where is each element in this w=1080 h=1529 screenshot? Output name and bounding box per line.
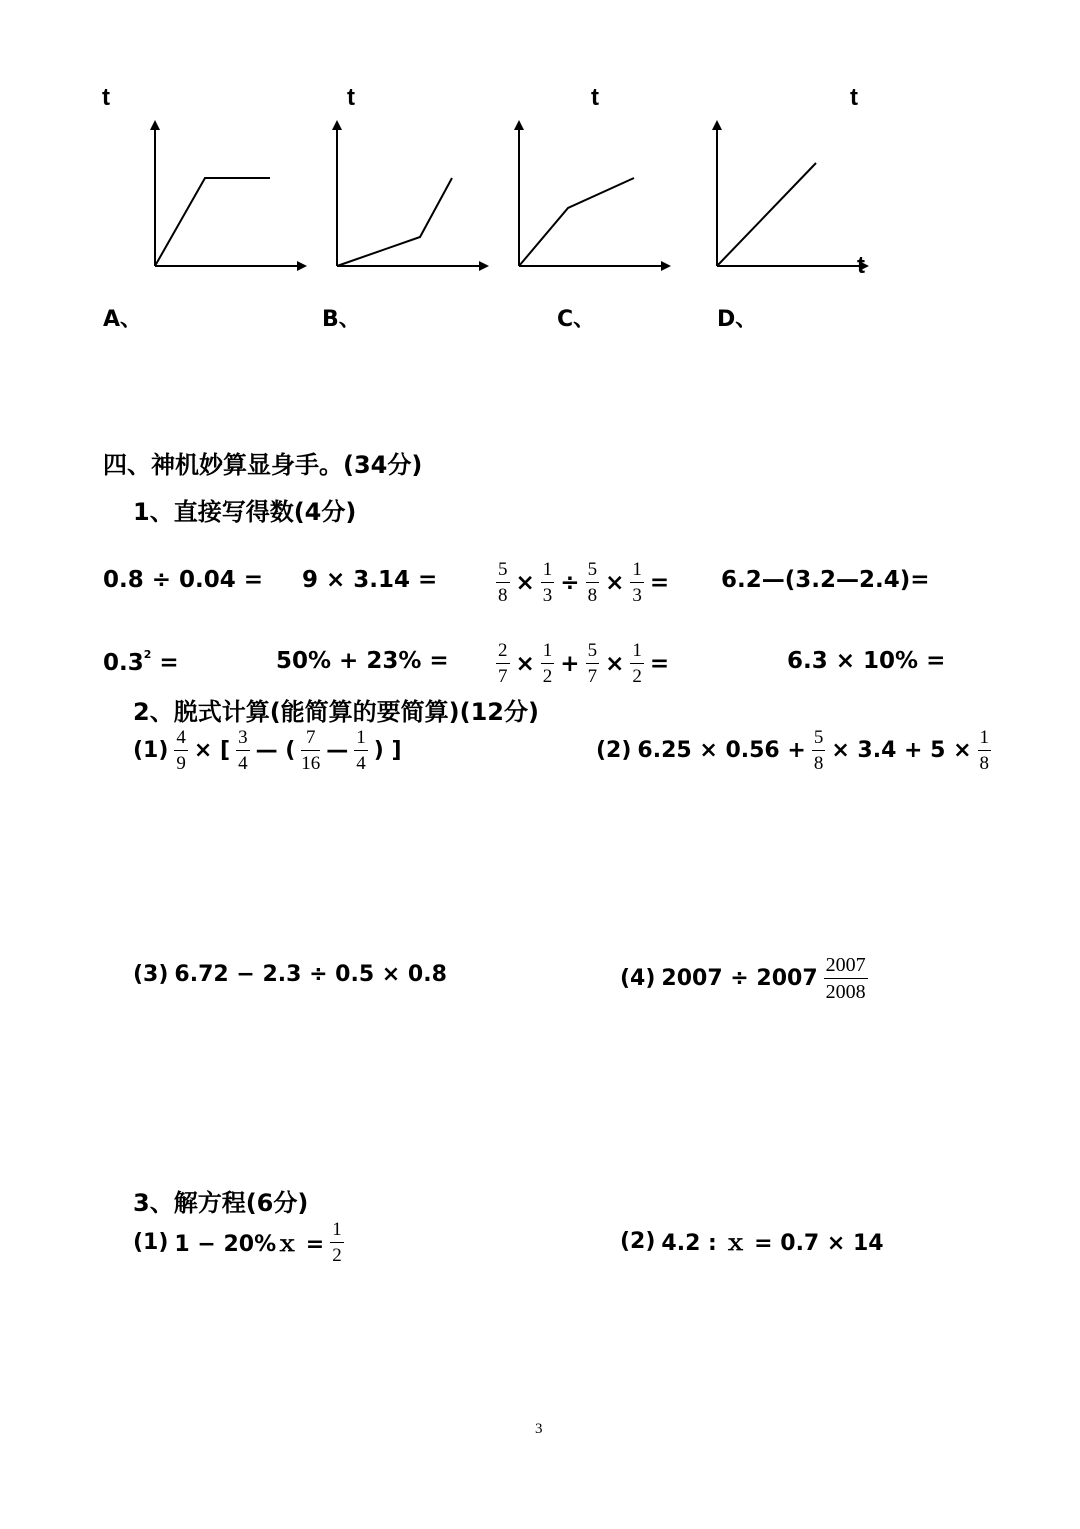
q2-problem-2: (2) 6.25 × 0.56 + $\frac{5}{8}$ × 3.4 + 5 × $\frac{1}{8}$ [596,727,990,774]
option-a-label: A、 [103,307,143,332]
q1-row1-expr2: 9 × 3.14 = [302,567,438,593]
problem-number: (2) [620,1229,656,1254]
page-number: 3 [535,1421,543,1437]
graph-c-axis-label: t [591,84,599,111]
q2-problem-3: (3) 6.72 − 2.3 ÷ 0.5 × 0.8 [133,962,447,987]
fraction: $\frac{2007}{2008}$ [825,954,866,1003]
fraction: $\frac{1}{2}$ [542,640,553,687]
graph-d [717,122,867,266]
q3-title: 3、解方程(6分) [133,1189,309,1217]
problem-number: (1) [133,738,169,763]
q2-problem-1: (1) $\frac{4}{9}$ × [ $\frac{3}{4}$ — ( $\frac{7}{16}$ — $\frac{1}{4}$ ) ] [133,727,402,774]
graph-d-axis-label: t [850,84,858,111]
fraction: $\frac{1}{8}$ [979,727,990,774]
fraction: $\frac{4}{9}$ [176,727,186,774]
graph-a [155,122,305,266]
q1-row2-expr4: 6.3 × 10% = [787,648,946,674]
q1-row1-expr4: 6.2—(3.2—2.4)= [721,567,930,593]
section-4-title: 四、神机妙算显身手。(34分) [103,451,423,479]
fraction: $\frac{1}{3}$ [542,559,553,606]
option-b-label: B、 [322,307,361,332]
graph-b-axis-label: t [347,84,355,111]
option-c-label: C、 [557,307,596,332]
q1-row2-expr2: 50% + 23% = [276,648,449,674]
q1-row2-expr3: $\frac{2}{7}$ × $\frac{1}{2}$ + $\frac{5}{7}$ × $\frac{1}{2}$ = [498,640,670,687]
graph-c [519,122,669,266]
fraction: $\frac{5}{8}$ [498,559,508,606]
problem-number: (2) [596,738,632,763]
fraction: $\frac{5}{8}$ [813,727,824,774]
fraction: $\frac{1}{2}$ [632,640,642,687]
fraction: $\frac{2}{7}$ [498,640,508,687]
fraction: $\frac{1}{4}$ [356,727,366,774]
fraction: $\frac{1}{3}$ [632,559,642,606]
graph-b [337,122,487,266]
q3-problem-2: (2) 4.2 : ｘ = 0.7 × 14 [620,1229,884,1256]
fraction: $\frac{3}{4}$ [238,727,248,774]
problem-number: (1) [133,1230,169,1255]
q2-problem-4: (4) 2007 ÷ 2007 $\frac{2007}{2008}$ [620,954,866,1003]
graph-a-axis-label: t [102,84,110,111]
graph-options-figure [0,0,1080,300]
q2-title: 2、脱式计算(能简算的要简算)(12分) [133,698,539,726]
q1-row1-expr1: 0.8 ÷ 0.04 = [103,567,264,593]
graph-d-x-axis-label: t [857,252,865,279]
problem-number: (3) [133,962,169,987]
option-d-label: D、 [717,307,758,332]
q1-title: 1、直接写得数(4分) [133,498,357,526]
q1-row2-expr1: $0.3^2$ = [103,648,179,676]
problem-number: (4) [620,966,656,991]
fraction: $\frac{7}{16}$ [301,727,321,774]
fraction: $\frac{5}{7}$ [587,640,598,687]
q1-row1-expr3: $\frac{5}{8}$ × $\frac{1}{3}$ ÷ $\frac{5}{8}$ × $\frac{1}{3}$ = [498,559,670,606]
fraction: $\frac{1}{2}$ [332,1219,342,1266]
q3-problem-1: (1) 1 − 20%ｘ = $\frac{1}{2}$ [133,1219,342,1266]
fraction: $\frac{5}{8}$ [587,559,598,606]
